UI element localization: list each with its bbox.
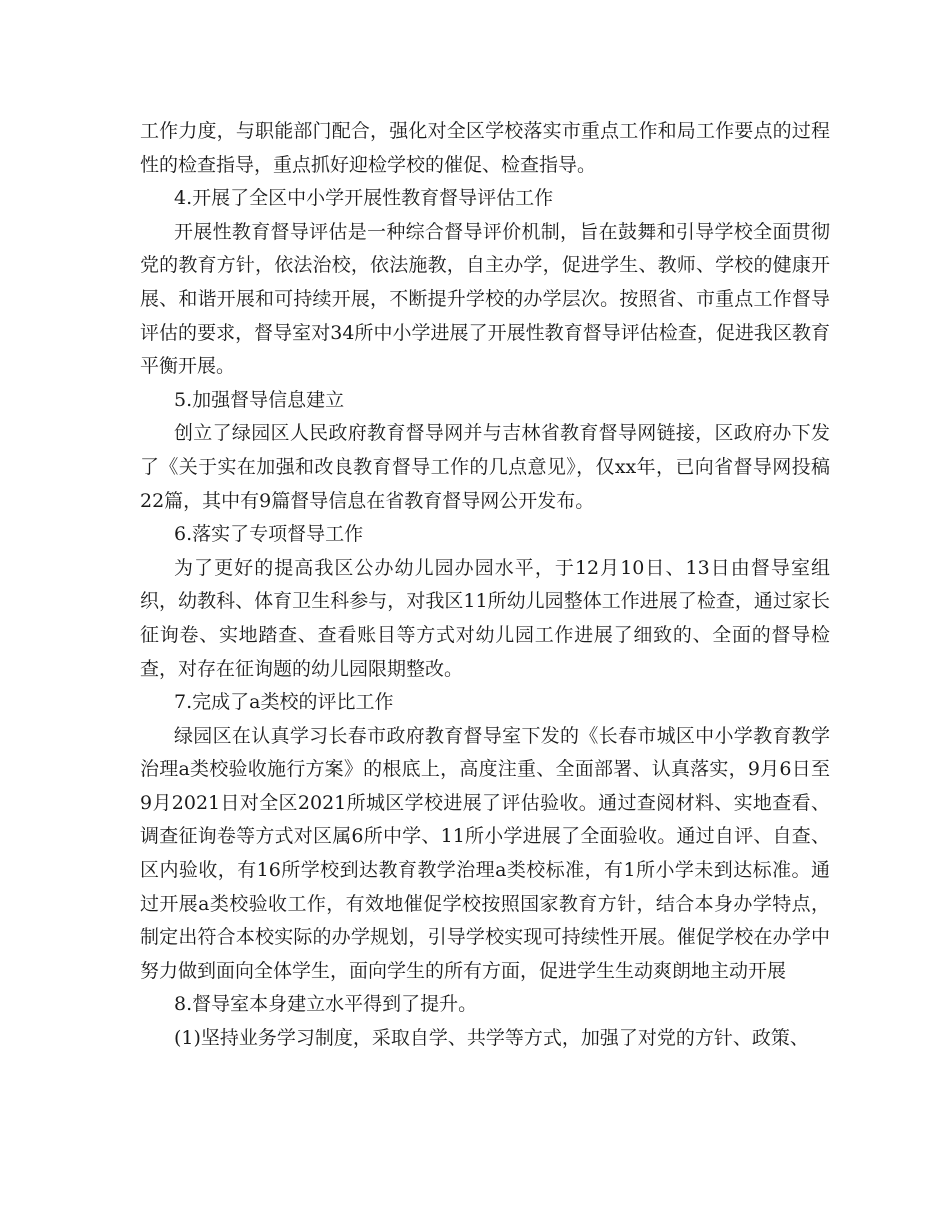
paragraph-section-4: 开展性教育督导评估是一种综合督导评价机制，旨在鼓舞和引导学校全面贯彻党的教育方针，依法治校，依法施教，自主办学，促进学生、教师、学校的健康开展、和谐开展和可持续开展，不断提升学校的办学层次。按照省、市重点工作督导评估的要求，督导室对34所中小学进展了开展性教育督导评估检查，促进我区教育平衡开展。	[140, 220, 830, 378]
document-body	[140, 115, 830, 1056]
paragraph-section-7: 绿园区在认真学习长春市政府教育督导室下发的《长春市城区中小学教育教学治理a类校验收施行方案》的根底上，高度注重、全面部署、认真落实，9月6日至9月2021日对全区2021所城区学校进展了评估验收。通过查阅材料、实地查看、调查征询卷等方式对区属6所中学、11所小学进展了全面验收。通过自评、自查、区内验收，有16所学校到达教育教学治理a类校标准，有1所小学未到达标准。通过开展a类校验收工作，有效地催促学校按照国家教育方针，结合本身办学特点，制定出符合本校实际的办学规划，引导学校实现可持续性开展。催促学校在办学中努力做到面向全体学生，面向学生的所有方面，促进学生生动爽朗地主动开展	[140, 724, 830, 982]
section-heading-7: 7.完成了a类校的评比工作	[174, 691, 394, 714]
paragraph-section-6: 为了更好的提高我区公办幼儿园办园水平，于12月10日、13日由督导室组织，幼教科、体育卫生科参与，对我区11所幼儿园整体工作进展了检查，通过家长征询卷、实地踏查、查看账目等方式对幼儿园工作进展了细致的、全面的督导检查，对存在征询题的幼儿园限期整改。	[140, 556, 830, 680]
section-heading-5: 5.加强督导信息建立	[174, 388, 345, 411]
section-heading-8: 8.督导室本身建立水平得到了提升。	[174, 993, 478, 1016]
paragraph-section-8-item-1: (1)坚持业务学习制度，采取自学、共学等方式，加强了对党的方针、政策、	[174, 1027, 809, 1050]
section-heading-6: 6.落实了专项督导工作	[174, 523, 364, 546]
section-heading-4: 4.开展了全区中小学开展性教育督导评估工作	[174, 187, 554, 210]
paragraph-section-5: 创立了绿园区人民政府教育督导网并与吉林省教育督导网链接，区政府办下发了《关于实在加强和改良教育督导工作的几点意见》，仅xx年，已向省督导网投稿22篇，其中有9篇督导信息在省教育督导网公开发布。	[140, 422, 830, 512]
paragraph-continued: 工作力度，与职能部门配合，强化对全区学校落实市重点工作和局工作要点的过程性的检查指导，重点抓好迎检学校的催促、检查指导。	[140, 120, 830, 176]
